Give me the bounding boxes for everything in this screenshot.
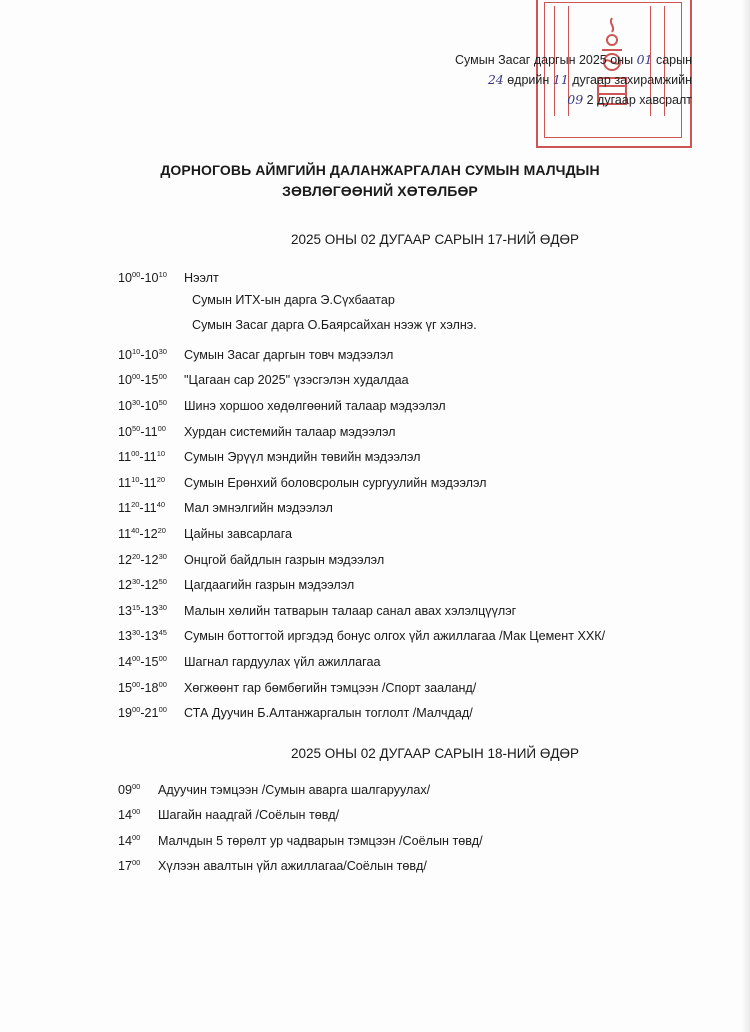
schedule-row	[118, 799, 698, 824]
schedule-item-text: Сумын ИТХ-ын дарга Э.Сүхбаатар	[192, 292, 395, 307]
schedule-item-text: "Цагаан сар 2025" үзэсгэлэн худалдаа	[184, 373, 409, 388]
time-range: $15^{00}-18^{00}$	[118, 679, 167, 695]
schedule-item-text: Сумын Ерөнхий боловсролын сургуулийн мэдээлэл	[184, 475, 487, 490]
schedule-item-text: Мал эмнэлгийн мэдээлэл	[184, 501, 333, 516]
time-range: $14^{00}$	[118, 807, 141, 823]
time-range: $12^{30}-12^{50}$	[118, 577, 167, 593]
time-range: $11^{10}-11^{20}$	[118, 474, 166, 490]
schedule-row	[118, 697, 698, 723]
handwritten-month: 01	[636, 52, 653, 67]
schedule-item-text: Нээлт	[184, 271, 219, 285]
handwritten-annex-number: 09	[567, 92, 584, 107]
schedule-time	[118, 697, 184, 727]
schedule-row	[118, 467, 698, 493]
schedule-item-text: Адуучин тэмцээн /Сумын аварга шалгаруулах/	[158, 783, 431, 797]
schedule-row	[118, 774, 698, 799]
schedule-item-text: Хүлээн авалтын үйл ажиллагаа/Соёлын төвд/	[158, 858, 427, 873]
time-range: $17^{00}$	[118, 857, 141, 873]
schedule-row	[118, 518, 698, 544]
schedule-row	[118, 288, 698, 314]
page-edge	[742, 0, 750, 1032]
schedule-row	[118, 492, 698, 518]
handwritten-day: 24	[487, 72, 504, 87]
schedule-row	[118, 441, 698, 467]
approval-line1-suffix: сарын	[655, 53, 692, 67]
time-range: $10^{10}-10^{30}$	[118, 346, 167, 362]
time-range: $14^{00}-15^{00}$	[118, 653, 167, 669]
schedule-row	[118, 620, 698, 646]
schedule-item-text: Малчдын 5 төрөлт ур чадварын тэмцээн /Соёлын төвд/	[158, 833, 483, 848]
schedule-item-text: СТА Дуучин Б.Алтанжаргалын тоглолт /Малчдад/	[184, 706, 473, 721]
schedule-row	[118, 850, 698, 875]
time-range: $09^{00}$	[118, 782, 141, 797]
day1-heading: 2025 ОНЫ 02 ДУГААР САРЫН 17-НИЙ ӨДӨР	[290, 232, 580, 247]
schedule-time	[118, 262, 184, 292]
schedule-row	[118, 544, 698, 570]
title-line-1: ДОРНОГОВЬ АЙМГИЙН ДАЛАНЖАРГАЛАН СУМЫН МАЛЧДЫН	[160, 162, 600, 178]
schedule-item-text: Сумын Засаг дарга О.Баярсайхан нээж үг хэлнэ.	[192, 318, 477, 333]
approval-line-1	[392, 50, 692, 70]
approval-line-3	[392, 90, 692, 110]
schedule-row	[118, 569, 698, 595]
title-line-2: ЗӨВЛӨГӨӨНИЙ ХӨТӨЛБӨР	[282, 183, 478, 199]
schedule-item-text: Сумын боттогтой иргэдэд бонус олгох үйл ажиллагаа /Мак Цемент ХХК/	[184, 629, 606, 644]
approval-line1-prefix: Сумын Засаг даргын 2025 оны	[455, 53, 634, 67]
approval-line3-suffix: 2 дугаар хавсралт	[586, 93, 692, 107]
schedule-time	[118, 850, 158, 879]
schedule-item-text: Малын хөлийн татварын талаар санал авах хэлэлцүүлэг	[184, 603, 517, 618]
schedule-item-text: Сумын Эрүүл мэндийн төвийн мэдээлэл	[184, 450, 421, 465]
schedule-row	[118, 672, 698, 698]
time-range: $13^{30}-13^{45}$	[118, 628, 167, 644]
schedule-row	[118, 595, 698, 621]
time-range: $10^{00}-10^{10}$	[118, 270, 167, 285]
time-range: $12^{20}-12^{30}$	[118, 551, 167, 567]
day1-schedule	[118, 262, 698, 723]
schedule-row	[118, 262, 698, 288]
schedule-row	[118, 339, 698, 365]
schedule-item-text: Цагдаагийн газрын мэдээлэл	[184, 578, 355, 593]
time-range: $19^{00}-21^{00}$	[118, 705, 167, 721]
time-range: $13^{15}-13^{30}$	[118, 602, 167, 618]
time-range: $11^{00}-11^{10}$	[118, 449, 166, 465]
day2-heading: 2025 ОНЫ 02 ДУГААР САРЫН 18-НИЙ ӨДӨР	[290, 746, 580, 761]
schedule-row	[118, 313, 698, 339]
schedule-item-text: Хурдан системийн талаар мэдээлэл	[184, 424, 396, 439]
approval-line2-suffix: дугаар захирамжийн	[572, 73, 692, 87]
day2-schedule	[118, 774, 698, 875]
schedule-item-text: Шагайн наадгай /Соёлын төвд/	[158, 808, 340, 823]
time-range: $14^{00}$	[118, 832, 141, 848]
schedule-row	[118, 825, 698, 850]
schedule-item-text: Цайны завсарлага	[184, 526, 293, 541]
time-range: $11^{20}-11^{40}$	[118, 500, 166, 516]
schedule-item-text: Хөгжөөнт гар бөмбөгийн тэмцээн /Спорт зааланд/	[184, 680, 477, 695]
approval-line-2	[392, 70, 692, 90]
approval-line2-mid: өдрийн	[507, 73, 550, 87]
time-range: $10^{00}-15^{00}$	[118, 372, 167, 388]
schedule-item-text: Онцгой байдлын газрын мэдээлэл	[184, 552, 385, 567]
schedule-item-text: Сумын Засаг даргын товч мэдээлэл	[184, 347, 394, 362]
schedule-item-text: Шинэ хоршоо хөдөлгөөний талаар мэдээлэл	[184, 398, 446, 413]
schedule-row	[118, 390, 698, 416]
schedule-item-text: Шагнал гардуулах үйл ажиллагаа	[184, 654, 381, 669]
schedule-row	[118, 416, 698, 442]
time-range: $10^{50}-11^{00}$	[118, 423, 166, 439]
schedule-row	[118, 364, 698, 390]
schedule-row	[118, 646, 698, 672]
time-range: $11^{40}-12^{20}$	[118, 525, 166, 541]
approval-note	[392, 50, 692, 110]
handwritten-order-number: 11	[552, 72, 569, 87]
time-range: $10^{30}-10^{50}$	[118, 397, 167, 413]
document-title	[100, 160, 660, 202]
